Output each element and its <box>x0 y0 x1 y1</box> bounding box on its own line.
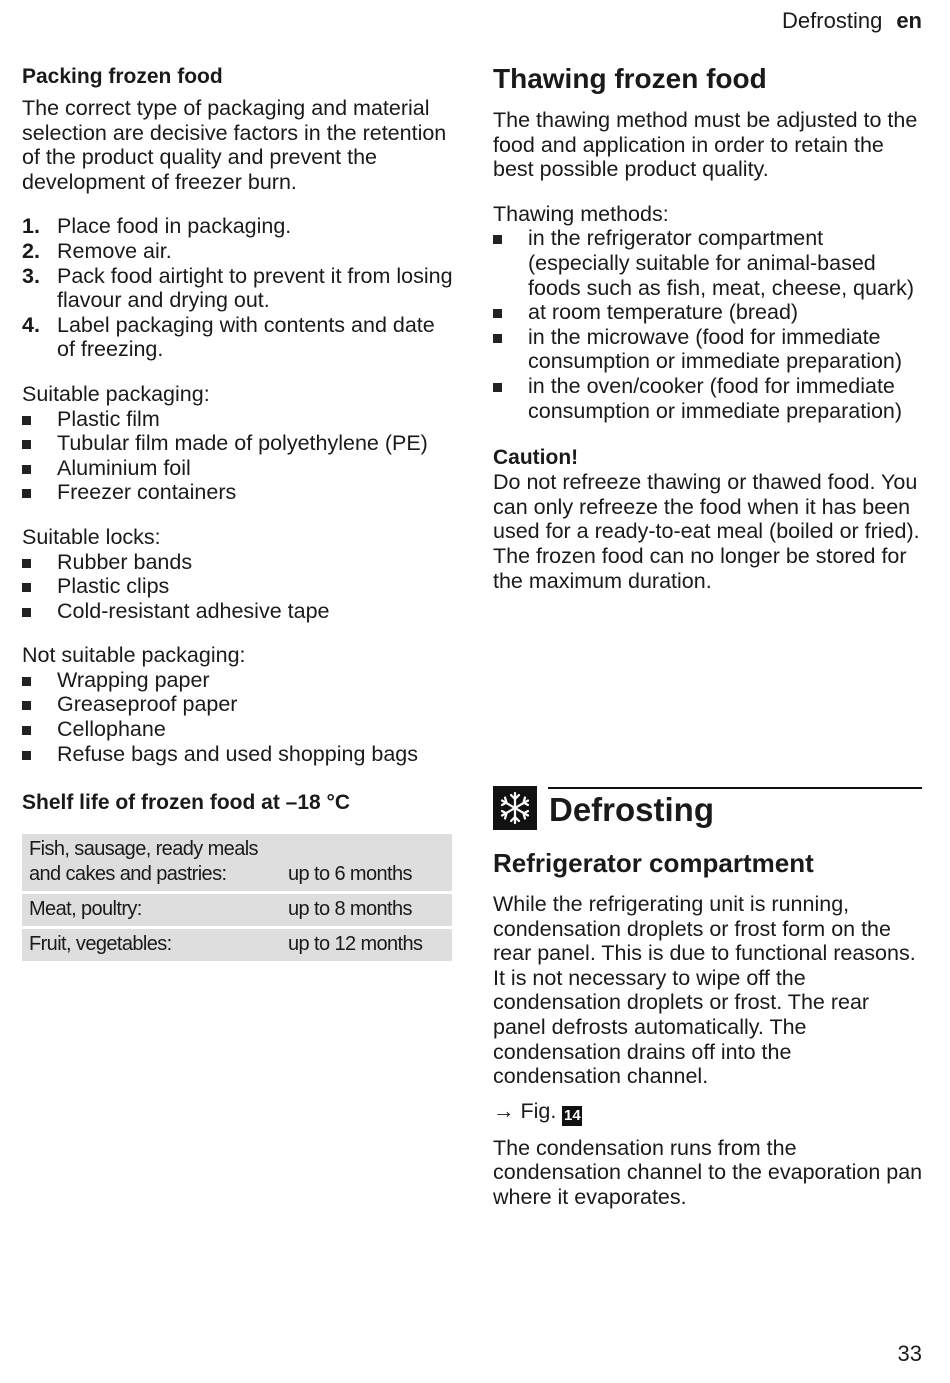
list-item: Aluminium foil <box>22 456 454 481</box>
thawing-methods-label: Thawing methods: <box>493 201 669 226</box>
bullet-icon <box>22 440 31 449</box>
caution-heading: Caution! <box>493 446 579 470</box>
list-item: 1. Place food in packaging. <box>22 214 292 239</box>
list-item: Greaseproof paper <box>22 692 454 717</box>
bullet-icon <box>22 465 31 474</box>
list-item: 2. Remove air. <box>22 238 172 263</box>
list-item: Wrapping paper <box>22 668 454 693</box>
figure-label: Fig. <box>520 1098 557 1123</box>
packing-intro: The correct type of packaging and material selection are decisive factors in the retention of the product quality and prevent the development of freezer burn. <box>22 96 447 194</box>
defrosting-para-2: The condensation runs from the condensation channel to the evaporation pan where it evaporates. <box>493 1135 923 1209</box>
suitable-packaging-list <box>22 407 454 505</box>
not-suitable-label: Not suitable packaging: <box>22 643 246 668</box>
list-item: Refuse bags and used shopping bags <box>22 742 454 767</box>
bullet-icon <box>493 334 502 343</box>
left-column <box>22 64 454 964</box>
table-cell-value: up to 12 months <box>288 933 423 956</box>
bullet-icon <box>22 608 31 617</box>
bullet-icon <box>22 559 31 568</box>
defrosting-section <box>493 847 925 1210</box>
figure-reference <box>493 1099 925 1126</box>
list-item: at room temperature (bread) <box>493 300 925 325</box>
list-item: Tubular film made of polyethylene (PE) <box>22 431 454 456</box>
bullet-icon <box>22 726 31 735</box>
table-cell-item: Fruit, vegetables: <box>29 933 172 956</box>
list-item: Freezer containers <box>22 480 454 505</box>
defrosting-heading: Defrosting <box>549 791 714 828</box>
header-section: Defrosting <box>782 8 883 33</box>
bullet-icon <box>493 309 502 318</box>
list-item: Cold-resistant adhesive tape <box>22 599 454 624</box>
bullet-icon <box>493 383 502 392</box>
caution-text: Do not refreeze thawing or thawed food. You can only refreeze the food when it has been used for a ready-to-eat meal (boiled or fried). <box>493 470 920 544</box>
list-item: Cellophane <box>22 717 454 742</box>
list-item: in the oven/cooker (food for immediate consumption or immediate preparation) <box>493 374 925 423</box>
suitable-locks-label: Suitable locks: <box>22 524 161 549</box>
packing-steps <box>22 214 454 362</box>
thawing-methods-list <box>493 226 925 423</box>
refrigerator-compartment-heading: Refrigerator compartment <box>493 848 814 878</box>
bullet-icon <box>22 489 31 498</box>
list-item: 3. Pack food airtight to prevent it from losing flavour and drying out. <box>22 263 453 313</box>
table-cell-item: Meat, poultry: <box>29 898 142 921</box>
bullet-icon <box>22 751 31 760</box>
packing-heading: Packing frozen food <box>22 65 223 88</box>
figure-number: 14 <box>563 1106 581 1124</box>
arrow-right-icon: → <box>493 1098 515 1123</box>
section-rule <box>548 787 922 789</box>
bullet-icon <box>22 677 31 686</box>
list-item: in the microwave (food for immediate consumption or immediate preparation) <box>493 325 925 374</box>
thawing-intro: The thawing method must be adjusted to the food and application in order to retain the best possible product quality. <box>493 108 918 182</box>
defrosting-para-1: While the refrigerating unit is running, condensation droplets or frost form on the rear panel. This is due to functional reasons. It is not necessary to wipe off the condensation droplets or frost. The rear panel defrosts automatically. The condensation drains off into the condensation channel. <box>493 892 916 1089</box>
page-header <box>782 8 922 34</box>
thawing-heading: Thawing frozen food <box>493 63 767 94</box>
snowflake-icon <box>493 786 537 830</box>
bullet-icon <box>22 583 31 592</box>
shelf-life-heading: Shelf life of frozen food at –18 °C <box>22 791 351 815</box>
list-item: in the refrigerator compartment (especially suitable for animal-based foods such as fish, meat, cheese, quark) <box>493 226 925 300</box>
list-item: 4. Label packaging with contents and date of freezing. <box>22 312 435 362</box>
shelf-life-table <box>22 834 452 961</box>
list-item: Plastic clips <box>22 574 454 599</box>
header-language: en <box>896 8 922 33</box>
table-cell-value: up to 6 months <box>288 863 412 886</box>
suitable-locks-list <box>22 550 454 624</box>
caution-note: The frozen food can no longer be stored for the maximum duration. <box>493 543 907 593</box>
bullet-icon <box>22 701 31 710</box>
bullet-icon <box>22 416 31 425</box>
table-row <box>22 834 452 891</box>
table-cell-value: up to 8 months <box>288 898 412 921</box>
list-item: Rubber bands <box>22 550 454 575</box>
not-suitable-list <box>22 668 454 766</box>
table-row <box>22 894 452 926</box>
table-cell-item: Fish, sausage, ready meals and cakes and pastries: <box>29 838 258 886</box>
table-row <box>22 929 452 961</box>
page-number: 33 <box>897 1341 922 1366</box>
bullet-icon <box>493 235 502 244</box>
thawing-section <box>493 62 925 593</box>
list-item: Plastic film <box>22 407 454 432</box>
suitable-packaging-label: Suitable packaging: <box>22 381 210 406</box>
